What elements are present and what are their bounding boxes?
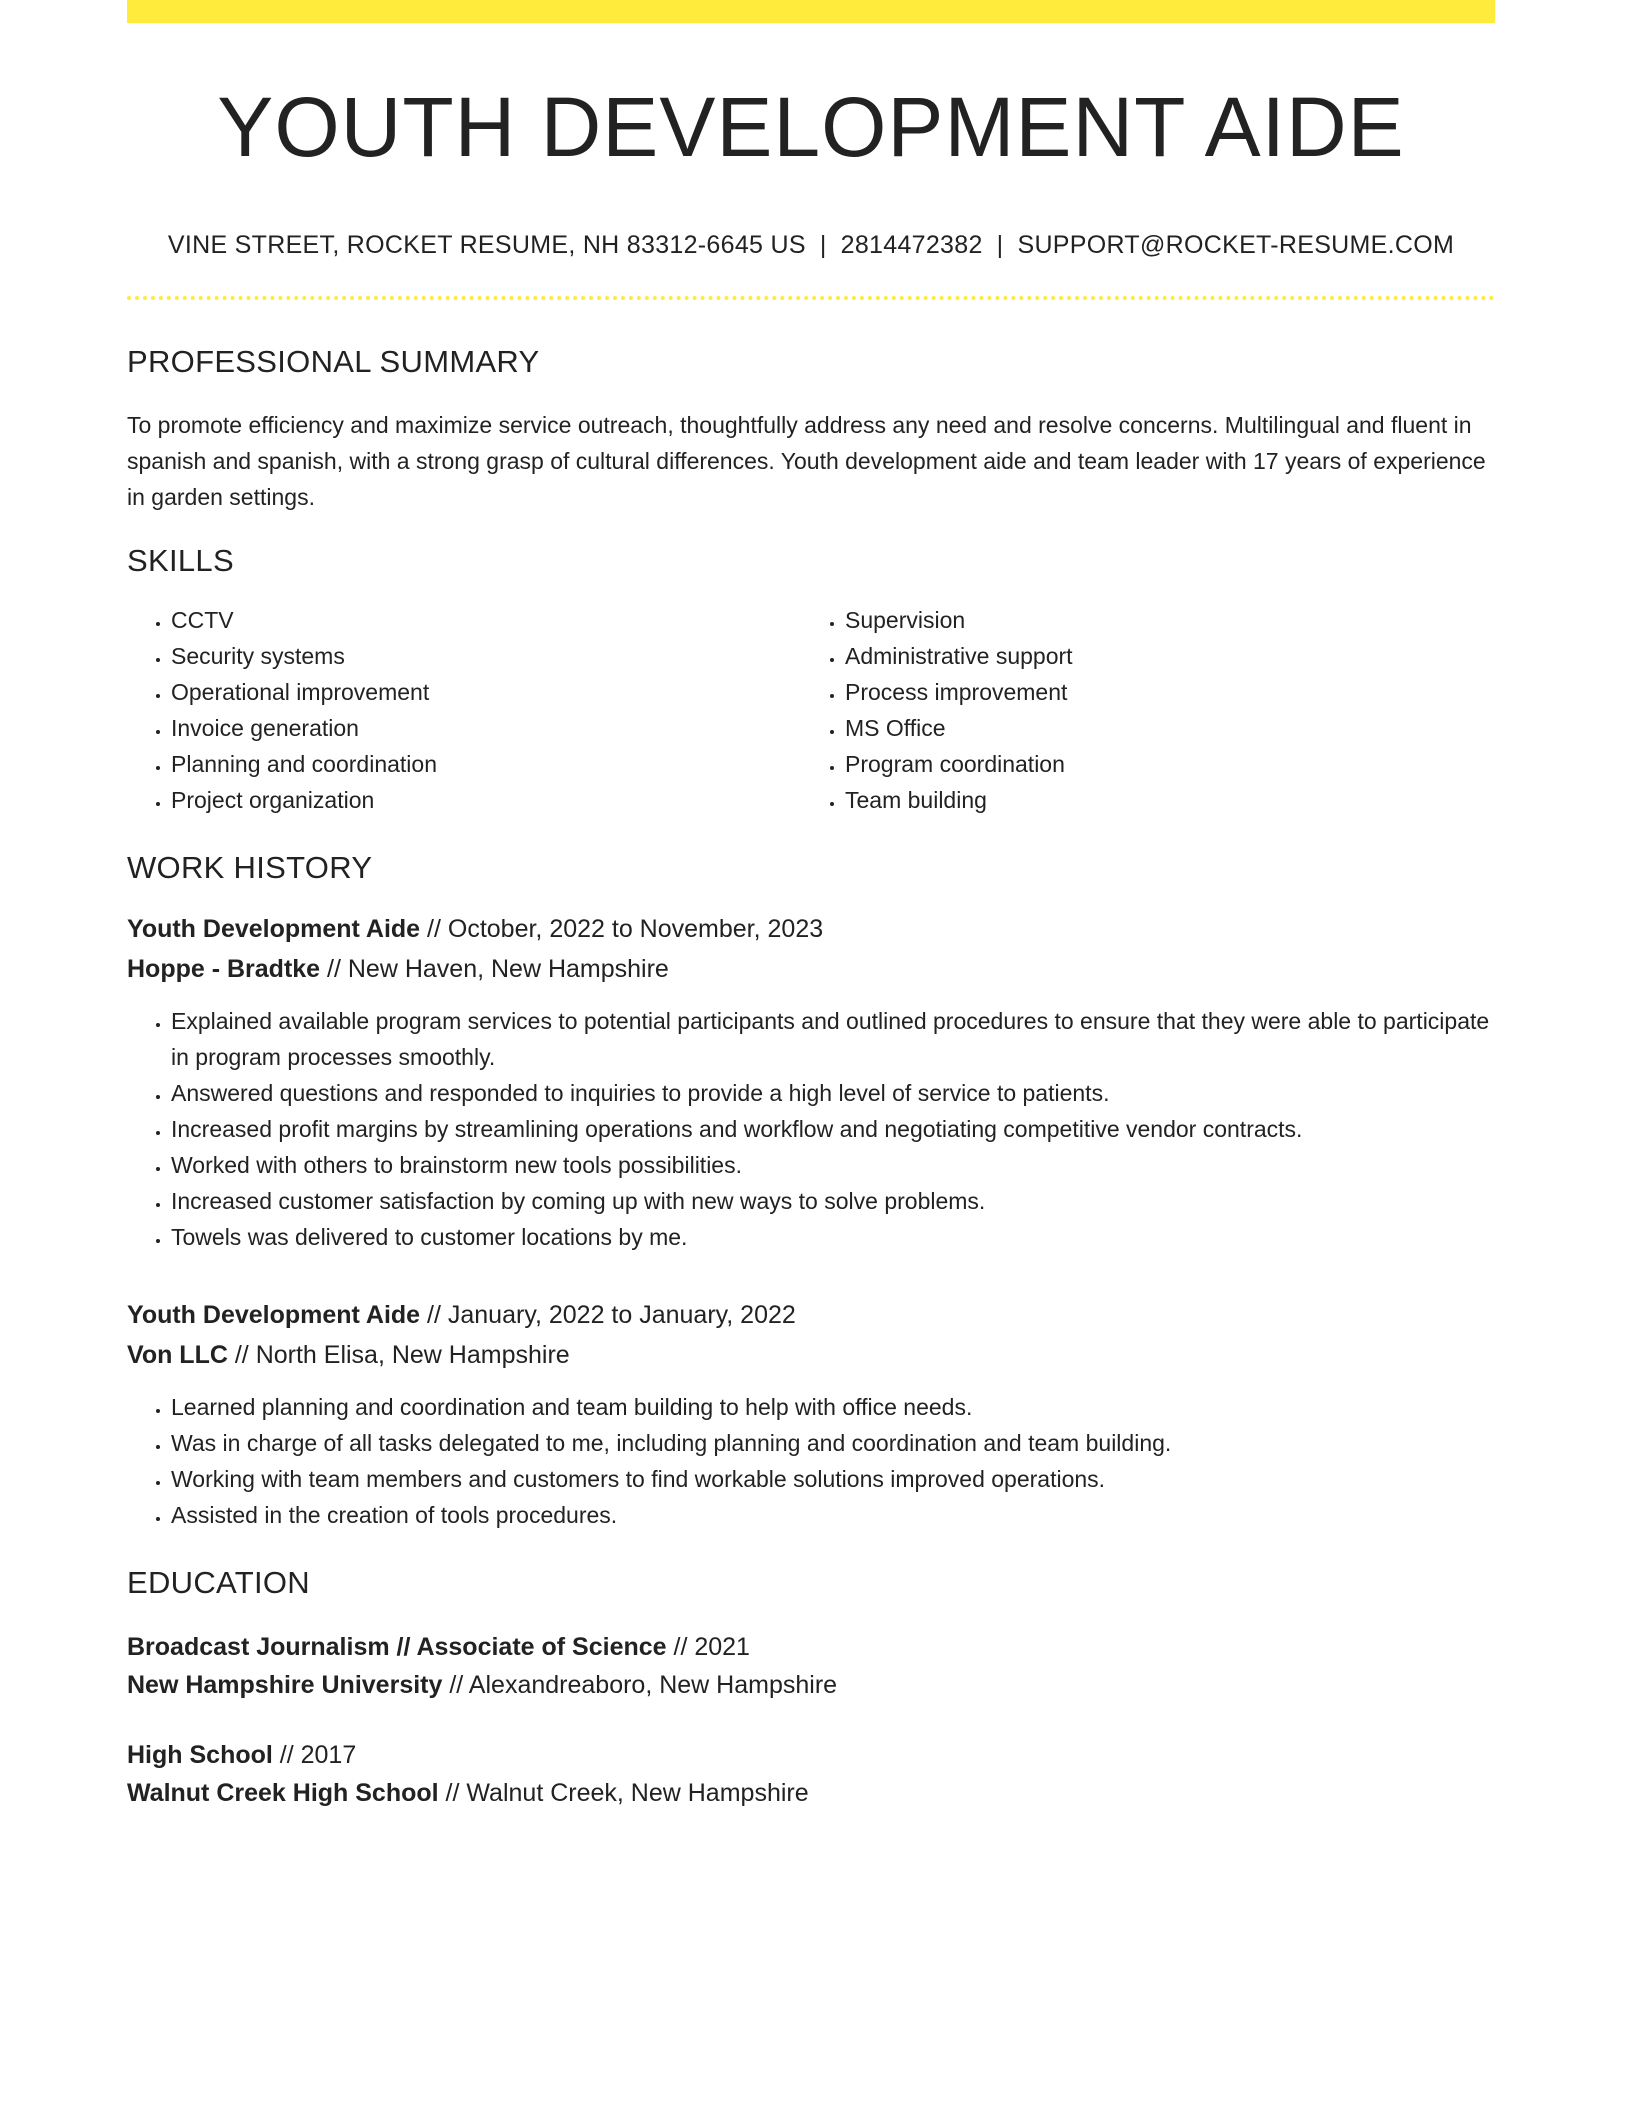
work-history-heading: WORK HISTORY: [127, 850, 373, 885]
job-title: Youth Development Aide: [127, 915, 421, 943]
job-bullet: • Explained available program services to potential participants and outlined procedures to ensure that they were able to participate in program processes smoothly.: [171, 1003, 1495, 1075]
contact-separator: |: [996, 231, 1004, 259]
skills-list: [127, 602, 1495, 818]
job-bullet: • Worked with others to brainstorm new tools possibilities.: [171, 1147, 1495, 1183]
education-degree: Broadcast Journalism // Associate of Science: [127, 1633, 667, 1661]
skills-column-left: [127, 602, 801, 818]
skill-item: • Security systems: [171, 638, 801, 674]
skill-item: • Process improvement: [845, 674, 1475, 710]
skill-item: • Program coordination: [845, 746, 1475, 782]
skill-item: • MS Office: [845, 710, 1475, 746]
education-year: // 2017: [272, 1741, 357, 1769]
job-company: Von LLC: [127, 1341, 228, 1369]
dotted-divider: [127, 296, 1495, 300]
accent-bar: [127, 0, 1495, 23]
contact-address: VINE STREET, ROCKET RESUME, NH 83312-6645 US: [167, 231, 806, 259]
education-location: // Alexandreaboro, New Hampshire: [442, 1671, 838, 1699]
job-company-line: [127, 949, 1495, 989]
skill-item: • Team building: [845, 782, 1475, 818]
job-bullets: [127, 1003, 1495, 1255]
skill-item: • Operational improvement: [171, 674, 801, 710]
education-degree: High School: [127, 1741, 273, 1769]
resume-page: [127, 0, 1495, 1812]
education-location: // Walnut Creek, New Hampshire: [438, 1779, 809, 1807]
skill-item: • Project organization: [171, 782, 801, 818]
job-entry: [127, 909, 1495, 1255]
skills-column-right: [801, 602, 1475, 818]
education-heading: EDUCATION: [127, 1565, 310, 1600]
job-location: // New Haven, New Hampshire: [320, 955, 669, 983]
education-school: New Hampshire University: [127, 1671, 443, 1699]
job-bullet: • Was in charge of all tasks delegated to me, including planning and coordination and team building.: [171, 1425, 1495, 1461]
job-bullet: • Answered questions and responded to inquiries to provide a high level of service to patients.: [171, 1075, 1495, 1111]
education-entry: [127, 1736, 1495, 1812]
job-bullet: • Working with team members and customers to find workable solutions improved operations.: [171, 1461, 1495, 1497]
education-entry: [127, 1628, 1495, 1704]
job-bullet: • Assisted in the creation of tools procedures.: [171, 1497, 1495, 1533]
contact-email: SUPPORT@ROCKET-RESUME.COM: [1017, 231, 1455, 259]
job-location: // North Elisa, New Hampshire: [227, 1341, 570, 1369]
job-bullet: • Increased profit margins by streamlining operations and workflow and negotiating competitive vendor contracts.: [171, 1111, 1495, 1147]
education-degree-line: [127, 1628, 1495, 1666]
job-bullet: • Increased customer satisfaction by coming up with new ways to solve problems.: [171, 1183, 1495, 1219]
summary-text: To promote efficiency and maximize service outreach, thoughtfully address any need and resolve concerns. Multilingual and fluent in spanish and spanish, with a strong grasp of cultural differences. Youth development aide and team leader with 17 years of experience in garden settings.: [127, 412, 1486, 510]
skill-item: • Supervision: [845, 602, 1475, 638]
education-degree-line: [127, 1736, 1495, 1774]
job-entry: [127, 1295, 1495, 1533]
job-bullets: [127, 1389, 1495, 1533]
skill-item: • Invoice generation: [171, 710, 801, 746]
job-dates: // January, 2022 to January, 2022: [420, 1301, 796, 1329]
skill-item: • CCTV: [171, 602, 801, 638]
resume-title: YOUTH DEVELOPMENT AIDE: [217, 80, 1405, 174]
job-title-line: [127, 1295, 1495, 1335]
contact-line: [127, 233, 1495, 258]
job-bullet: • Towels was delivered to customer locations by me.: [171, 1219, 1495, 1255]
job-dates: // October, 2022 to November, 2023: [420, 915, 824, 943]
skill-item: • Planning and coordination: [171, 746, 801, 782]
skills-heading: SKILLS: [127, 543, 234, 578]
skill-item: • Administrative support: [845, 638, 1475, 674]
job-title-line: [127, 909, 1495, 949]
summary-heading: PROFESSIONAL SUMMARY: [127, 344, 540, 379]
education-school: Walnut Creek High School: [127, 1779, 439, 1807]
contact-phone: 2814472382: [840, 231, 983, 259]
education-school-line: [127, 1666, 1495, 1704]
education-school-line: [127, 1774, 1495, 1812]
job-title: Youth Development Aide: [127, 1301, 421, 1329]
job-company-line: [127, 1335, 1495, 1375]
education-year: // 2021: [666, 1633, 750, 1661]
job-bullet: • Learned planning and coordination and team building to help with office needs.: [171, 1389, 1495, 1425]
contact-separator: |: [819, 231, 827, 259]
job-company: Hoppe - Bradtke: [127, 955, 321, 983]
